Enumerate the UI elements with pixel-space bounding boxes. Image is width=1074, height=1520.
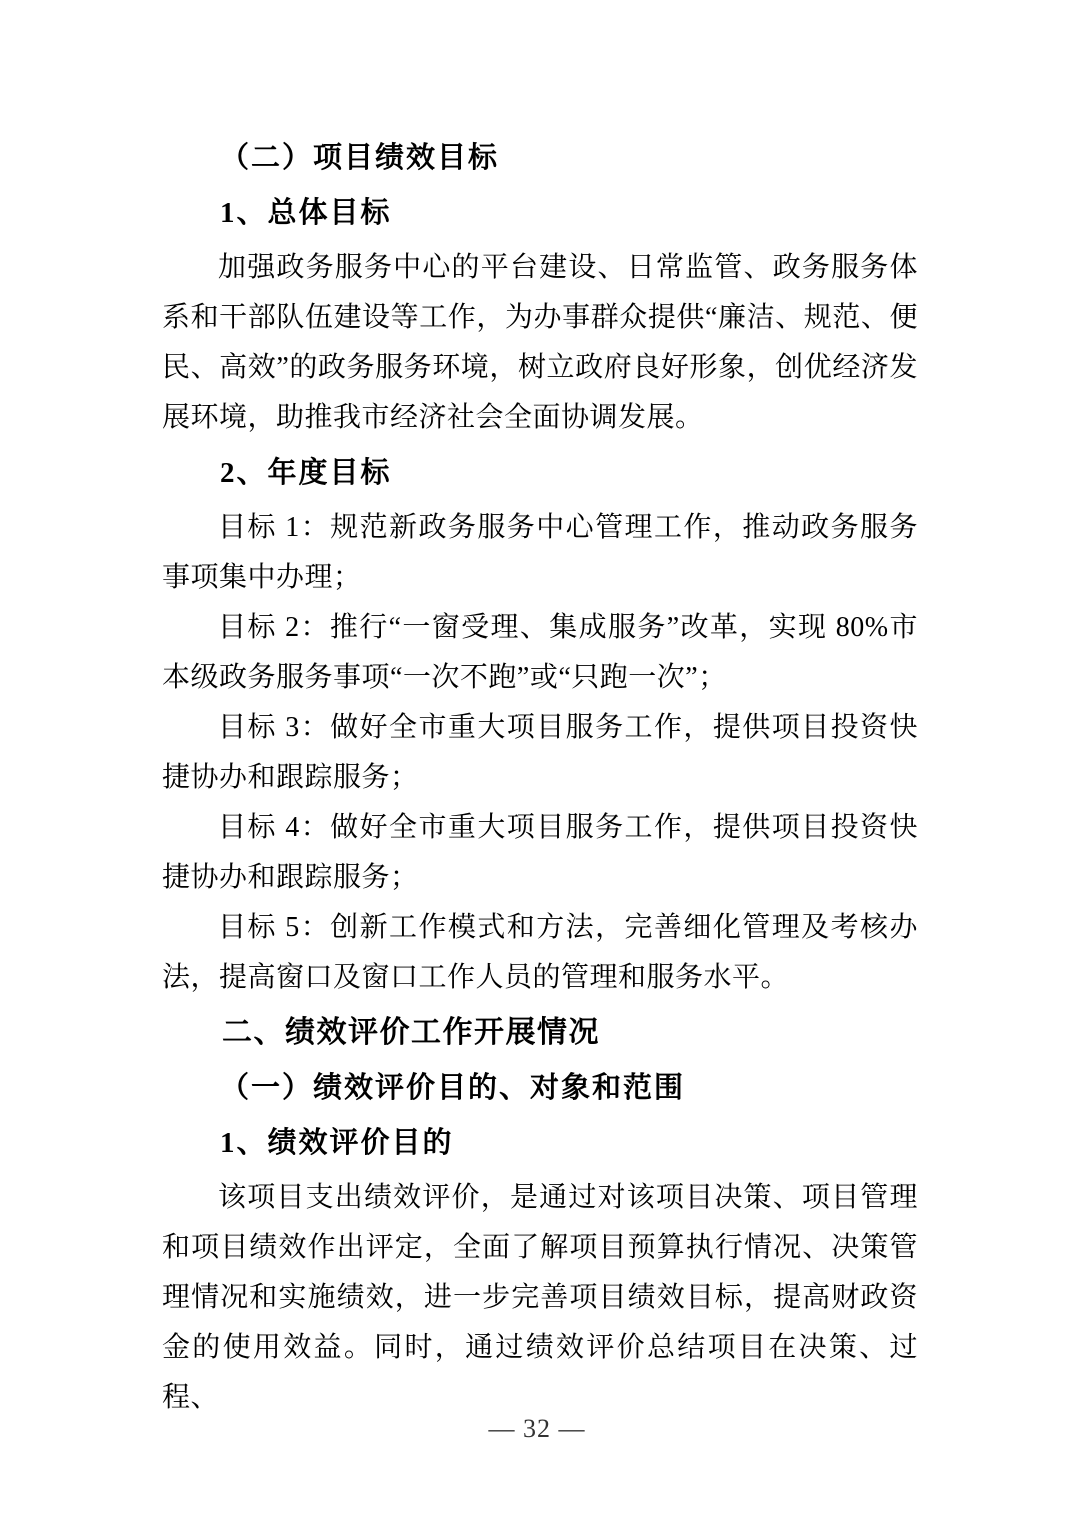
page-number: — 32 —	[488, 1414, 586, 1443]
heading-section-1-evaluation-purpose-scope: （一）绩效评价目的、对象和范围	[220, 1072, 686, 1104]
paragraph-goal-4: 目标 4：做好全市重大项目服务工作，提供项目投资快捷协办和跟踪服务；	[162, 812, 918, 893]
heading-section-2-project-performance-goals: （二）项目绩效目标	[220, 142, 500, 174]
paragraph-goal-5: 目标 5：创新工作模式和方法，完善细化管理及考核办法，提高窗口及窗口工作人员的管理和服务水平。	[162, 912, 918, 993]
paragraph-goal-3: 目标 3：做好全市重大项目服务工作，提供项目投资快捷协办和跟踪服务；	[162, 712, 918, 793]
document-body	[162, 128, 918, 1423]
heading-2-annual-goal: 2、年度目标	[220, 457, 392, 489]
heading-1-overall-goal: 1、总体目标	[220, 197, 392, 229]
heading-part-2-evaluation-work: 二、绩效评价工作开展情况	[222, 1016, 600, 1049]
paragraph-goal-1: 目标 1：规范新政务服务中心管理工作，推动政务服务事项集中办理；	[162, 512, 918, 593]
paragraph-evaluation-purpose: 该项目支出绩效评价，是通过对该项目决策、项目管理和项目绩效作出评定，全面了解项目预算执行情况、决策管理情况和实施绩效，进一步完善项目绩效目标，提高财政资金的使用效益。同时，通过绩效评价总结项目在决策、过程、	[162, 1182, 918, 1413]
heading-1-evaluation-purpose: 1、绩效评价目的	[220, 1127, 454, 1159]
page-footer	[0, 1409, 1074, 1449]
paragraph-goal-2: 目标 2：推行“一窗受理、集成服务”改革，实现 80%市本级政务服务事项“一次不跑”或“只跑一次”；	[162, 612, 918, 693]
paragraph-overall-goal: 加强政务服务中心的平台建设、日常监管、政务服务体系和干部队伍建设等工作，为办事群众提供“廉洁、规范、便民、高效”的政务服务环境，树立政府良好形象，创优经济发展环境，助推我市经济社会全面协调发展。	[162, 252, 918, 433]
